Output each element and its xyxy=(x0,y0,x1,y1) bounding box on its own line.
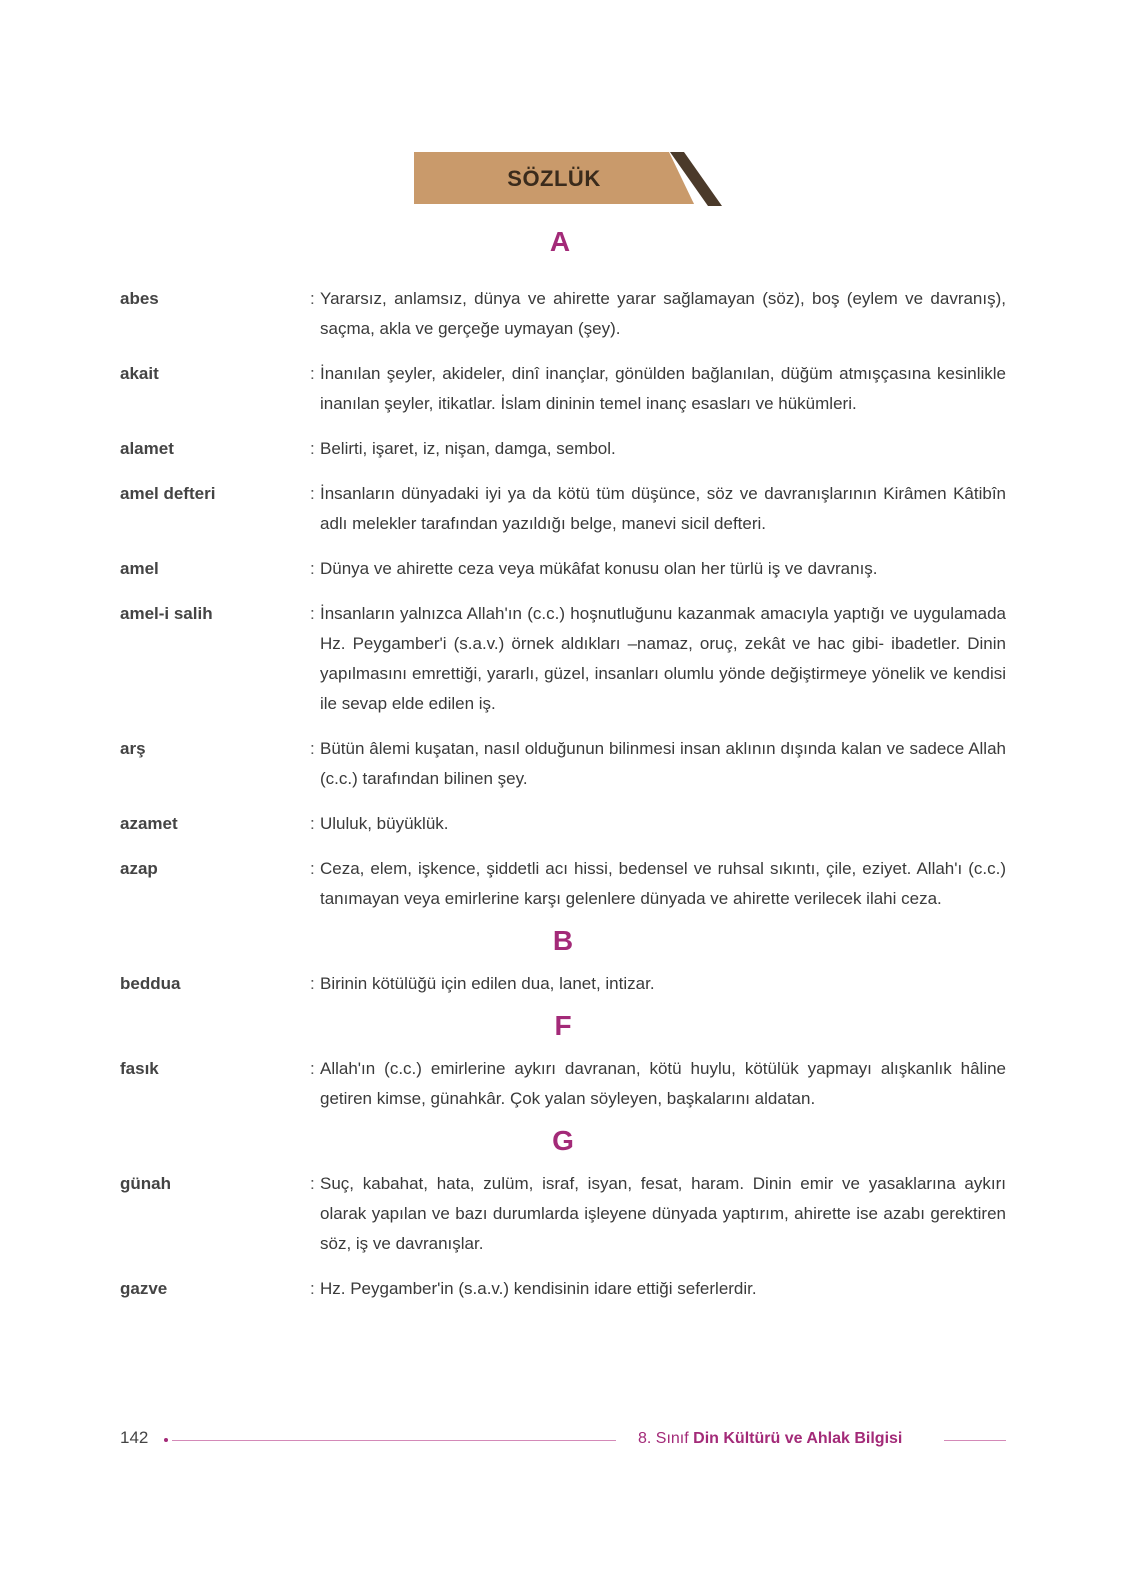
section-letter: A xyxy=(549,226,571,257)
entry-definition: İnsanların yalnızca Allah'ın (c.c.) hoşnutluğunu kazanmak amacıyla yaptığı ve uygulamada Hz. Peygamber'i (s.a.v.) örnek aldıkları –namaz, oruç, zekât ve hac gibi- ibadetler. Dinin yapılmasını emrettiği, yararlı, güzel, insanları olumlu yönde değiştirmeye yönelik ve kendisi ile sevap elde edilen iş. xyxy=(320,604,1006,713)
section-letter: B xyxy=(552,925,574,956)
page-title: SÖZLÜK xyxy=(507,166,601,191)
entry-colon: : xyxy=(310,439,315,458)
entry-term: amel defteri xyxy=(120,484,216,503)
entry-definition: Bütün âlemi kuşatan, nasıl olduğunun bilinmesi insan aklının dışında kalan ve sadece Allah (c.c.) tarafından bilinen şey. xyxy=(320,739,1006,788)
entry-term: amel-i salih xyxy=(120,604,213,623)
section-letter: G xyxy=(552,1125,574,1156)
entry-term: fasık xyxy=(120,1059,159,1078)
glossary-entry xyxy=(120,734,1006,794)
footer-rule-right xyxy=(944,1440,1006,1441)
page-footer xyxy=(120,1428,1006,1452)
entry-term: abes xyxy=(120,289,159,308)
section-letter: F xyxy=(554,1010,572,1041)
entry-colon: : xyxy=(310,859,315,878)
glossary-entry xyxy=(120,554,1006,584)
entry-colon: : xyxy=(310,739,315,758)
entry-colon: : xyxy=(310,974,315,993)
entry-term: amel xyxy=(120,559,159,578)
book-name: Din Kültürü ve Ahlak Bilgisi xyxy=(693,1430,903,1447)
title-banner xyxy=(414,152,714,206)
entry-term: gazve xyxy=(120,1279,168,1298)
entry-colon: : xyxy=(310,484,315,503)
entry-term: akait xyxy=(120,364,159,383)
entry-term: azap xyxy=(120,859,158,878)
book-grade: 8. Sınıf xyxy=(638,1430,689,1447)
glossary-entry xyxy=(120,284,1006,344)
entry-definition: Belirti, işaret, iz, nişan, damga, sembol. xyxy=(320,439,616,458)
entry-colon: : xyxy=(310,814,315,833)
entry-term: beddua xyxy=(120,974,181,993)
entry-definition: Ululuk, büyüklük. xyxy=(320,814,449,833)
entry-definition: Dünya ve ahirette ceza veya mükâfat konusu olan her türlü iş ve davranış. xyxy=(320,559,878,578)
entry-definition: İnsanların dünyadaki iyi ya da kötü tüm düşünce, söz ve davranışlarının Kirâmen Kâtibîn adlı melekler tarafından yazıldığı belge, manevi sicil defteri. xyxy=(320,484,1006,533)
page-number: 142 xyxy=(120,1428,149,1447)
entry-definition: Ceza, elem, işkence, şiddetli acı hissi, bedensel ve ruhsal sıkıntı, çile, eziyet. Allah'ı (c.c.) tanımayan veya emirlerine karşı gelenlere dünyada ve ahirette verilecek ilahi ceza. xyxy=(320,859,1006,908)
glossary-entry xyxy=(120,969,1006,999)
entry-colon: : xyxy=(310,1279,315,1298)
entry-term: günah xyxy=(120,1174,171,1193)
glossary-entry xyxy=(120,434,1006,464)
entry-definition: Allah'ın (c.c.) emirlerine aykırı davranan, kötü huylu, kötülük yapmayı alışkanlık hâline getiren kimse, günahkâr. Çok yalan söyleyen, başkalarını aldatan. xyxy=(320,1059,1006,1108)
entry-term: azamet xyxy=(120,814,178,833)
book-title xyxy=(638,1430,902,1448)
glossary-entry xyxy=(120,809,1006,839)
entry-colon: : xyxy=(310,604,315,623)
glossary-entry xyxy=(120,1054,1006,1114)
glossary-entry xyxy=(120,1274,1006,1304)
entry-definition: Suç, kabahat, hata, zulüm, israf, isyan, fesat, haram. Dinin emir ve yasaklarına aykırı olarak yapılan ve bazı durumlarda işleyene dünyada yaptırım, ahirette ise azabı gerektiren söz, iş ve davranışlar. xyxy=(320,1174,1006,1253)
entry-term: alamet xyxy=(120,439,174,458)
glossary-entry xyxy=(120,359,1006,419)
entry-colon: : xyxy=(310,1174,315,1193)
footer-dot xyxy=(164,1438,168,1442)
entry-colon: : xyxy=(310,559,315,578)
footer-rule xyxy=(172,1440,616,1441)
glossary-entry xyxy=(120,1169,1006,1259)
entry-colon: : xyxy=(310,289,315,308)
glossary-entry xyxy=(120,854,1006,914)
glossary-entry xyxy=(120,479,1006,539)
entry-definition: Birinin kötülüğü için edilen dua, lanet, intizar. xyxy=(320,974,655,993)
glossary-entry xyxy=(120,599,1006,719)
entry-definition: İnanılan şeyler, akideler, dinî inançlar, gönülden bağlanılan, düğüm atmışçasına kesinlikle inanılan şeyler, itikatlar. İslam dininin temel inanç esasları ve hükümleri. xyxy=(320,364,1006,413)
entry-colon: : xyxy=(310,1059,315,1078)
entry-definition: Yararsız, anlamsız, dünya ve ahirette yarar sağlamayan (söz), boş (eylem ve davranış), saçma, akla ve gerçeğe uymayan (şey). xyxy=(320,289,1006,338)
glossary xyxy=(120,226,1006,1319)
entry-term: arş xyxy=(120,739,146,758)
entry-definition: Hz. Peygamber'in (s.a.v.) kendisinin idare ettiği seferlerdir. xyxy=(320,1279,757,1298)
entry-colon: : xyxy=(310,364,315,383)
